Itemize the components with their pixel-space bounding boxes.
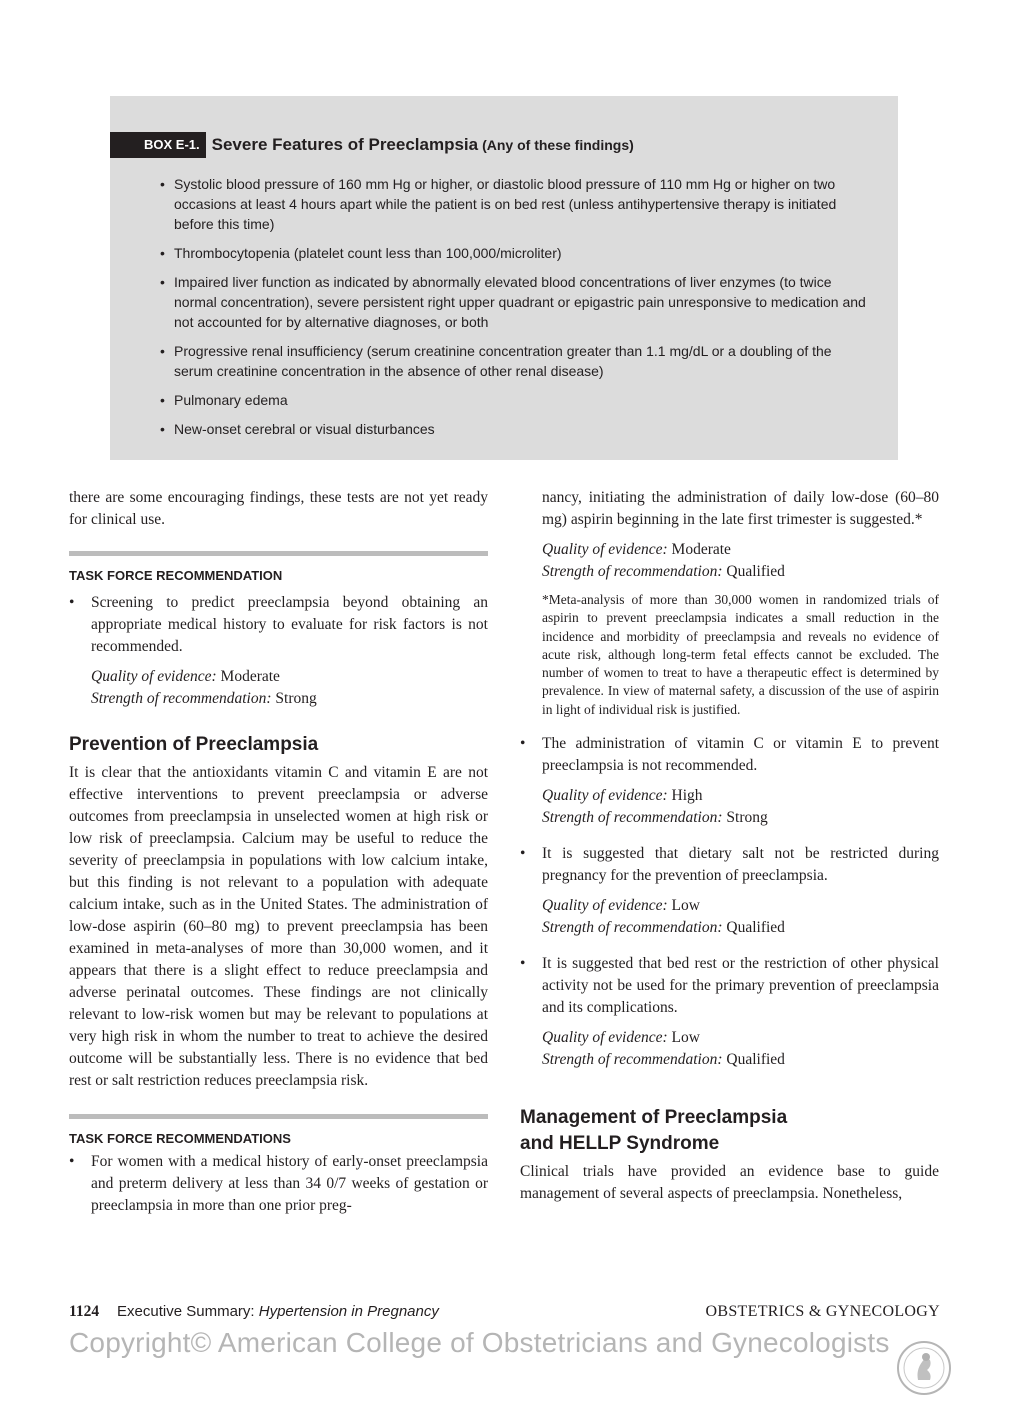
section-heading (520, 1105, 939, 1157)
quality-label: Quality of evidence: (542, 1029, 668, 1047)
running-title-name: Hypertension in Pregnancy (258, 1303, 439, 1320)
box-header (110, 132, 634, 158)
box-title (212, 135, 634, 155)
bullet-icon: • (520, 955, 526, 973)
box-item: • Thrombocytopenia (platelet count less than 100,000/microliter) (160, 243, 874, 263)
section-paragraph: It is clear that the antioxidants vitamin C and vitamin E are not effective interventions to prevent preeclampsia or adverse outcomes from preeclampsia in unselected women at high risk or low risk of preeclampsia. Calcium may be useful to reduce the severity of preeclampsia in populations with low calcium intake, but this finding is not relevant to a population with adequate calcium intake, such as in the United States. The administration of low-dose aspirin (60–80 mg) to prevent preeclampsia has been examined in meta-analyses of more than 30,000 women, and it appears that there is a slight effect to reduce preeclampsia and adverse perinatal outcomes. These findings are not clinically relevant to low-risk women but may be relevant to populations at very high risk in whom the number to treat to achieve the desired outcome will be substantially less. There is no evidence that bed rest or salt restriction reduces preeclampsia risk. (69, 764, 488, 1089)
recommendation-bullet (69, 1151, 488, 1217)
strength-value: Qualified (726, 1051, 785, 1069)
strength-value: Qualified (726, 919, 785, 937)
recommendation-text: It is suggested that dietary salt not be restricted during pregnancy for the prevention of preeclampsia. (542, 845, 939, 885)
quality-value: Low (671, 1029, 700, 1047)
journal-name: OBSTETRICS & GYNECOLOGY (705, 1303, 940, 1320)
page-number: 1124 (69, 1303, 100, 1320)
copyright-watermark: Copyright© American College of Obstetricians and Gynecologists (69, 1327, 890, 1358)
left-column (69, 487, 488, 1217)
bullet-icon: • (520, 735, 526, 753)
box-list (160, 174, 874, 448)
strength-label: Strength of recommendation: (542, 919, 723, 937)
box-subtitle: (Any of these findings) (482, 137, 634, 153)
quality-value: Low (671, 897, 700, 915)
box-title-main: Severe Features of Preeclampsia (211, 135, 479, 154)
evidence-block (520, 539, 939, 583)
bullet-icon: • (520, 845, 526, 863)
evidence-block (69, 666, 488, 710)
quality-value: Moderate (220, 668, 280, 685)
box-e1 (110, 96, 898, 460)
divider-rule (69, 1114, 488, 1119)
quality-value: High (671, 787, 703, 805)
recommendation-text: For women with a medical history of early-onset preeclampsia and preterm delivery at less than 34 0/7 weeks of gestation or preeclampsia in more than one prior preg- (91, 1153, 488, 1214)
footnote: *Meta-analysis of more than 30,000 women in randomized trials of aspirin to prevent preeclampsia indicates a small reduction in the incidence and morbidity of preeclampsia and reveals no evidence of acute risk, although long-term fetal effects cannot be excluded. The number of women to treat to have a therapeutic effect is determined by prevalence. In view of maternal safety, a discussion of the use of aspirin in light of individual risk is justified. (542, 592, 939, 717)
evidence-block (520, 895, 939, 939)
quality-label: Quality of evidence: (542, 897, 668, 915)
task-force-heading: TASK FORCE RECOMMENDATIONS (69, 1131, 291, 1146)
strength-label: Strength of recommendation: (542, 1051, 723, 1069)
continued-recommendation: nancy, initiating the administration of daily low-dose (60–80 mg) aspirin beginning in the late first trimester is suggested.* (542, 489, 939, 528)
recommendation-text: Screening to predict preeclampsia beyond obtaining an appropriate medical history to evaluate for risk factors is not recommended. (91, 594, 488, 655)
bullet-icon: • (69, 1153, 75, 1170)
box-item: • Progressive renal insufficiency (serum creatinine concentration greater than 1.1 mg/dL or a doubling of the serum creatinine concentration in the absence of other renal disease) (160, 341, 874, 381)
strength-label: Strength of recommendation: (542, 809, 723, 827)
recommendation-text: The administration of vitamin C or vitamin E to prevent preeclampsia is not recommended. (542, 735, 939, 775)
acog-seal-icon (896, 1340, 952, 1396)
box-item: • Impaired liver function as indicated by abnormally elevated blood concentrations of liver enzymes (to twice normal concentration), severe persistent right upper quadrant or epigastric pain unresponsive to medication and not accounted for by alternative diagnoses, or both (160, 272, 874, 332)
recommendation-text: It is suggested that bed rest or the restriction of other physical activity not be used for the primary prevention of preeclampsia and its complications. (542, 955, 939, 1017)
box-item: • Pulmonary edema (160, 390, 874, 410)
box-label: BOX E-1. (110, 132, 206, 158)
recommendation-bullet (69, 592, 488, 658)
evidence-block (520, 785, 939, 829)
quality-label: Quality of evidence: (542, 541, 668, 558)
strength-value: Qualified (726, 563, 785, 580)
strength-value: Strong (726, 809, 768, 827)
section-heading-line1: Management of Preeclampsia (520, 1107, 788, 1129)
box-item: • New-onset cerebral or visual disturbances (160, 419, 874, 439)
recommendation-bullet (520, 733, 939, 777)
divider-rule (69, 551, 488, 556)
quality-label: Quality of evidence: (91, 668, 217, 685)
section-heading: Prevention of Preeclampsia (69, 734, 319, 755)
intro-paragraph: there are some encouraging findings, these tests are not yet ready for clinical use. (69, 489, 488, 528)
right-column (520, 487, 939, 1205)
recommendation-bullet (520, 843, 939, 887)
evidence-block (520, 1027, 939, 1071)
section-heading-line2: and HELLP Syndrome (520, 1133, 720, 1155)
strength-value: Strong (275, 690, 317, 707)
running-title-prefix: Executive Summary: (117, 1303, 255, 1320)
quality-value: Moderate (671, 541, 731, 558)
box-item: • Systolic blood pressure of 160 mm Hg or higher, or diastolic blood pressure of 110 mm Hg or higher on two occasions at least 4 hours apart while the patient is on bed rest (unless antihypertensive therapy is initiated before this time) (160, 174, 874, 234)
bullet-icon: • (69, 594, 75, 611)
strength-label: Strength of recommendation: (542, 563, 723, 580)
section-paragraph: Clinical trials have provided an evidence base to guide management of several aspects of preeclampsia. Nonetheless, (520, 1163, 939, 1203)
quality-label: Quality of evidence: (542, 787, 668, 805)
recommendation-bullet (520, 953, 939, 1019)
task-force-heading: TASK FORCE RECOMMENDATION (69, 568, 283, 583)
strength-label: Strength of recommendation: (91, 690, 272, 707)
